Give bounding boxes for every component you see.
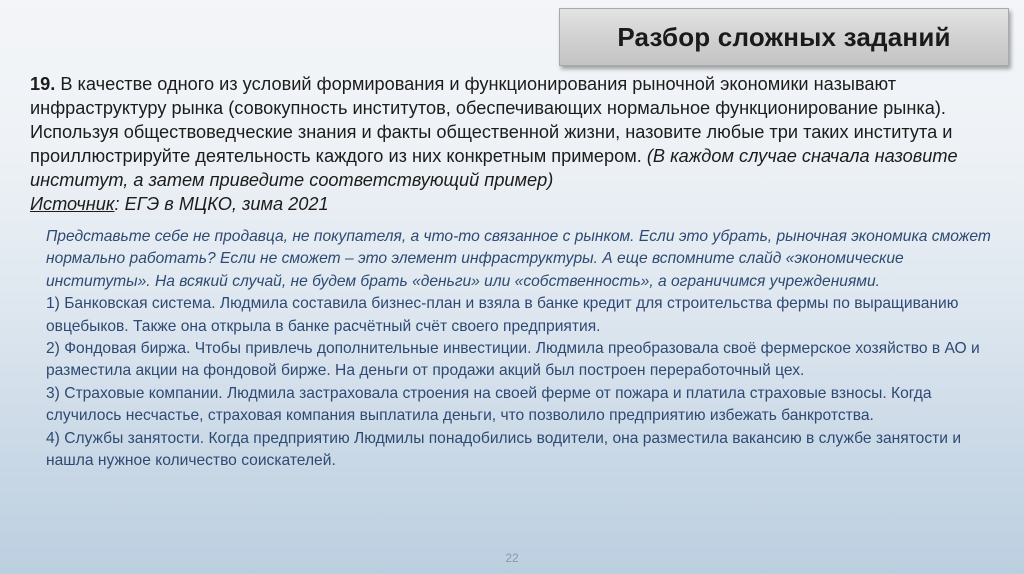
answer-hint: Представьте себе не продавца, не покупателя, а что-то связанное с рынком. Если это убрать, рыночная экономика сможет нормально работать? Если не сможет – это элемент инфраструктуры. А еще вспомните слайд «экономические институты». На всякий случай, не будем брать «деньги» или «собственность», а ограничимся учреждениями. xyxy=(46,228,991,290)
question-text: В качестве одного из условий формирования и функционирования рыночной экономики называют инфраструктуру рынка (совокупность институтов, обеспечивающих нормальное функционирование рынка). Используя обществоведческие знания и факты общественной жизни, назовите любые три таких института и проиллюстрируйте деятельность каждого из них конкретным примером. xyxy=(30,74,953,166)
answer-item-1: 1) Банковская система. Людмила составила бизнес-план и взяла в банке кредит для строительства фермы по выращиванию овцебыков. Также она открыла в банке расчётный счёт своего предприятия. xyxy=(46,295,959,335)
question-instruction: (В каждом случае сначала назовите институт, а затем приведите соответствующий пример) xyxy=(30,146,958,190)
answer-block xyxy=(46,226,996,472)
answer-item-3: 3) Страховые компании. Людмила застраховала строения на своей ферме от пожара и платила страховые взносы. Когда случилось несчастье, страховая компания выплатила деньги, что позволило предприятию избежать банкротства. xyxy=(46,384,932,425)
slide-title: Разбор сложных заданий xyxy=(617,21,951,52)
question-block xyxy=(30,72,990,216)
question-number: 19. xyxy=(30,74,56,94)
source-label: Источник xyxy=(30,194,115,214)
answer-item-4: 4) Службы занятости. Когда предприятию Людмилы понадобились водители, она разместила вакансию в службе занятости и нашла нужное количество соискателей. xyxy=(46,429,962,470)
source-text: : ЕГЭ в МЦКО, зима 2021 xyxy=(114,194,329,214)
answer-item-2: 2) Фондовая биржа. Чтобы привлечь дополнительные инвестиции. Людмила преобразовала своё фермерское хозяйство в АО и разместила акции на фондовой бирже. На деньги от продажи акций был построен переработочный цех. xyxy=(46,340,980,380)
question-source xyxy=(30,192,990,216)
slide-title-box xyxy=(559,8,1009,66)
page-number: 22 xyxy=(505,551,519,565)
question-paragraph xyxy=(30,72,990,192)
